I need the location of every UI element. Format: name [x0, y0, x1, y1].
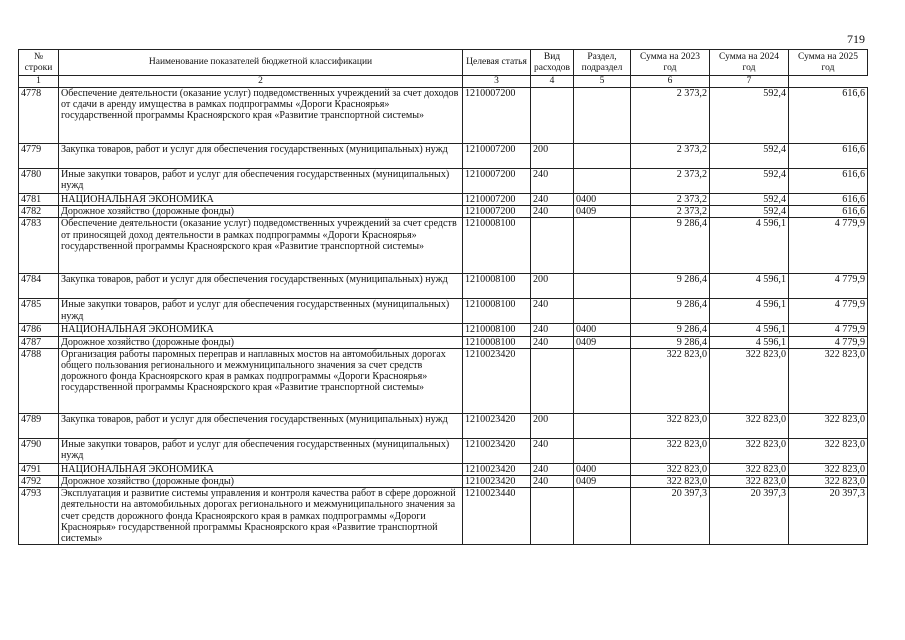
sum-2025: 322 823,0	[789, 476, 868, 488]
section-subsection: 0409	[574, 476, 631, 488]
table-row	[19, 463, 868, 475]
target-article: 1210007200	[463, 88, 531, 144]
row-name: Иные закупки товаров, работ и услуг для обеспечения государственных (муниципальных) нужд	[59, 299, 463, 324]
row-name: Организация работы паромных переправ и наплавных мостов на автомобильных дорогах общего пользования регионального и межмуниципального значения за счет средств дорожного фонда Красноярского края в рамках подпрограммы «Дороги Красноярья» государственной программы Красноярского края «Развитие транспортной системы»	[59, 348, 463, 413]
sum-2024: 4 596,1	[710, 324, 789, 336]
sum-2023: 9 286,4	[631, 274, 710, 299]
sum-2023: 2 373,2	[631, 169, 710, 194]
target-article: 1210007200	[463, 194, 531, 206]
sum-2023: 9 286,4	[631, 336, 710, 348]
row-number: 4781	[19, 194, 59, 206]
column-number: 5	[574, 76, 631, 88]
table-row	[19, 299, 868, 324]
sum-2024: 592,4	[710, 88, 789, 144]
header-sum-2025: Сумма на 2025 год	[789, 50, 868, 76]
row-name: Обеспечение деятельности (оказание услуг) подведомственных учреждений за счет доходов от сдачи в аренду имущества в рамках подпрограммы «Дороги Красноярья» государственной программы Красноярского края «Развитие транспортной системы»	[59, 88, 463, 144]
sum-2025: 4 779,9	[789, 324, 868, 336]
sum-2024: 20 397,3	[710, 488, 789, 545]
sum-2023: 2 373,2	[631, 206, 710, 218]
section-subsection	[574, 413, 631, 438]
expense-type: 240	[531, 169, 574, 194]
sum-2024: 592,4	[710, 144, 789, 169]
table-row	[19, 169, 868, 194]
section-subsection	[574, 438, 631, 463]
target-article: 1210008100	[463, 336, 531, 348]
header-target: Целевая статья	[463, 50, 531, 76]
row-number: 4784	[19, 274, 59, 299]
row-number: 4782	[19, 206, 59, 218]
row-number: 4785	[19, 299, 59, 324]
section-subsection	[574, 274, 631, 299]
row-name: НАЦИОНАЛЬНАЯ ЭКОНОМИКА	[59, 324, 463, 336]
row-number: 4788	[19, 348, 59, 413]
sum-2025: 616,6	[789, 194, 868, 206]
expense-type: 240	[531, 476, 574, 488]
row-name: Дорожное хозяйство (дорожные фонды)	[59, 476, 463, 488]
sum-2024: 322 823,0	[710, 413, 789, 438]
sum-2025: 616,6	[789, 206, 868, 218]
section-subsection	[574, 88, 631, 144]
row-number: 4780	[19, 169, 59, 194]
table-row	[19, 88, 868, 144]
sum-2025: 322 823,0	[789, 413, 868, 438]
section-subsection	[574, 299, 631, 324]
row-number: 4792	[19, 476, 59, 488]
sum-2023: 322 823,0	[631, 463, 710, 475]
section-subsection	[574, 488, 631, 545]
row-name: Иные закупки товаров, работ и услуг для обеспечения государственных (муниципальных) нужд	[59, 438, 463, 463]
section-subsection: 0409	[574, 336, 631, 348]
expense-type	[531, 488, 574, 545]
row-number: 4778	[19, 88, 59, 144]
row-name: Закупка товаров, работ и услуг для обеспечения государственных (муниципальных) нужд	[59, 413, 463, 438]
sum-2024: 592,4	[710, 194, 789, 206]
table-row	[19, 336, 868, 348]
table-row	[19, 274, 868, 299]
sum-2024: 322 823,0	[710, 476, 789, 488]
target-article: 1210008100	[463, 324, 531, 336]
sum-2023: 2 373,2	[631, 88, 710, 144]
target-article: 1210023420	[463, 413, 531, 438]
sum-2023: 322 823,0	[631, 438, 710, 463]
sum-2025: 322 823,0	[789, 463, 868, 475]
expense-type: 240	[531, 194, 574, 206]
target-article: 1210023420	[463, 348, 531, 413]
sum-2024: 4 596,1	[710, 274, 789, 299]
table-row	[19, 206, 868, 218]
sum-2025: 616,6	[789, 88, 868, 144]
sum-2024: 4 596,1	[710, 299, 789, 324]
sum-2024: 4 596,1	[710, 218, 789, 274]
budget-table	[18, 49, 868, 545]
table-row	[19, 488, 868, 545]
row-number: 4789	[19, 413, 59, 438]
row-number: 4786	[19, 324, 59, 336]
row-number: 4790	[19, 438, 59, 463]
row-number: 4783	[19, 218, 59, 274]
section-subsection	[574, 169, 631, 194]
sum-2024: 592,4	[710, 206, 789, 218]
sum-2025: 4 779,9	[789, 274, 868, 299]
sum-2023: 2 373,2	[631, 144, 710, 169]
table-row	[19, 194, 868, 206]
header-row-no: № строки	[19, 50, 59, 76]
expense-type	[531, 88, 574, 144]
table-row	[19, 476, 868, 488]
sum-2025: 616,6	[789, 144, 868, 169]
column-number: 3	[463, 76, 531, 88]
row-name: Дорожное хозяйство (дорожные фонды)	[59, 206, 463, 218]
table-row	[19, 218, 868, 274]
row-name: Эксплуатация и развитие системы управления и контроля качества работ в сфере дорожной деятельности на автомобильных дорогах регионального и межмуниципального значения за счет средств дорожного фонда Красноярского края в рамках подпрограммы «Дороги Красноярья» государственной программы Красноярского края «Развитие транспортной системы»	[59, 488, 463, 545]
section-subsection: 0400	[574, 194, 631, 206]
row-name: НАЦИОНАЛЬНАЯ ЭКОНОМИКА	[59, 194, 463, 206]
target-article: 1210007200	[463, 206, 531, 218]
target-article: 1210008100	[463, 274, 531, 299]
row-name: Иные закупки товаров, работ и услуг для обеспечения государственных (муниципальных) нужд	[59, 169, 463, 194]
expense-type: 240	[531, 463, 574, 475]
table-header	[19, 50, 868, 88]
column-number-row	[19, 76, 868, 88]
expense-type: 240	[531, 206, 574, 218]
sum-2024: 592,4	[710, 169, 789, 194]
sum-2023: 322 823,0	[631, 476, 710, 488]
section-subsection	[574, 144, 631, 169]
target-article: 1210007200	[463, 169, 531, 194]
row-name: Закупка товаров, работ и услуг для обеспечения государственных (муниципальных) нужд	[59, 144, 463, 169]
row-number: 4787	[19, 336, 59, 348]
expense-type: 240	[531, 438, 574, 463]
row-number: 4779	[19, 144, 59, 169]
sum-2025: 4 779,9	[789, 336, 868, 348]
row-name: Дорожное хозяйство (дорожные фонды)	[59, 336, 463, 348]
expense-type: 200	[531, 413, 574, 438]
row-name: Обеспечение деятельности (оказание услуг) подведомственных учреждений за счет средств от приносящей доход деятельности в рамках подпрограммы «Дороги Красноярья» государственной программы Красноярского края «Развитие транспортной системы»	[59, 218, 463, 274]
sum-2024: 322 823,0	[710, 348, 789, 413]
column-number: 1	[19, 76, 59, 88]
sum-2025: 20 397,3	[789, 488, 868, 545]
expense-type: 240	[531, 299, 574, 324]
expense-type	[531, 218, 574, 274]
expense-type: 200	[531, 144, 574, 169]
sum-2025: 322 823,0	[789, 348, 868, 413]
target-article: 1210023420	[463, 463, 531, 475]
sum-2023: 322 823,0	[631, 413, 710, 438]
table-row	[19, 438, 868, 463]
table-body	[19, 88, 868, 545]
header-name: Наименование показателей бюджетной классификации	[59, 50, 463, 76]
column-number: 2	[59, 76, 463, 88]
table-row	[19, 413, 868, 438]
sum-2023: 9 286,4	[631, 299, 710, 324]
target-article: 1210008100	[463, 299, 531, 324]
table-row	[19, 144, 868, 169]
row-name: НАЦИОНАЛЬНАЯ ЭКОНОМИКА	[59, 463, 463, 475]
header-rzpr: Раздел, подраздел	[574, 50, 631, 76]
row-name: Закупка товаров, работ и услуг для обеспечения государственных (муниципальных) нужд	[59, 274, 463, 299]
sum-2024: 322 823,0	[710, 463, 789, 475]
sum-2025: 616,6	[789, 169, 868, 194]
sum-2025: 4 779,9	[789, 299, 868, 324]
target-article: 1210007200	[463, 144, 531, 169]
section-subsection: 0409	[574, 206, 631, 218]
sum-2025: 4 779,9	[789, 218, 868, 274]
expense-type	[531, 348, 574, 413]
target-article: 1210023420	[463, 476, 531, 488]
table-row	[19, 324, 868, 336]
sum-2024: 4 596,1	[710, 336, 789, 348]
sum-2023: 2 373,2	[631, 194, 710, 206]
sum-2023: 9 286,4	[631, 324, 710, 336]
section-subsection: 0400	[574, 324, 631, 336]
header-sum-2023: Сумма на 2023 год	[631, 50, 710, 76]
sum-2023: 322 823,0	[631, 348, 710, 413]
column-number: 4	[531, 76, 574, 88]
section-subsection	[574, 348, 631, 413]
row-number: 4793	[19, 488, 59, 545]
target-article: 1210023420	[463, 438, 531, 463]
page-number: 719	[847, 32, 865, 46]
header-kvr: Вид расходов	[531, 50, 574, 76]
section-subsection	[574, 218, 631, 274]
sum-2023: 20 397,3	[631, 488, 710, 545]
section-subsection: 0400	[574, 463, 631, 475]
sum-2025: 322 823,0	[789, 438, 868, 463]
column-number: 6	[631, 76, 710, 88]
expense-type: 240	[531, 324, 574, 336]
target-article: 1210008100	[463, 218, 531, 274]
expense-type: 200	[531, 274, 574, 299]
header-sum-2024: Сумма на 2024 год	[710, 50, 789, 76]
sum-2024: 322 823,0	[710, 438, 789, 463]
column-number: 7	[710, 76, 789, 88]
expense-type: 240	[531, 336, 574, 348]
sum-2023: 9 286,4	[631, 218, 710, 274]
table-row	[19, 348, 868, 413]
target-article: 1210023440	[463, 488, 531, 545]
row-number: 4791	[19, 463, 59, 475]
